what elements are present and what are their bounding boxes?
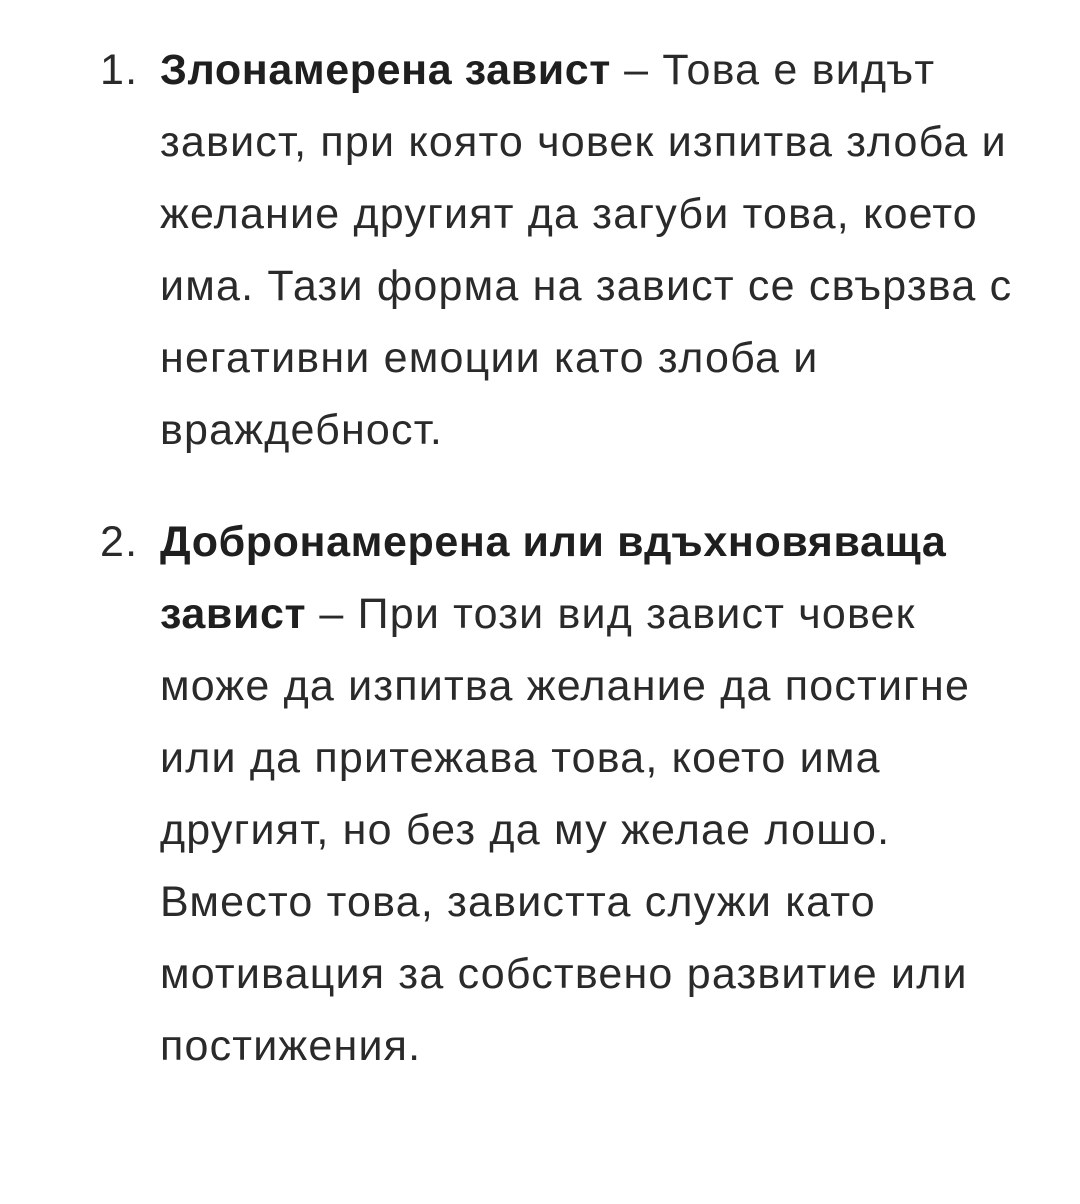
list-item-term: Злонамерена завист bbox=[160, 46, 611, 94]
list-item bbox=[0, 34, 1080, 466]
list-item-text: Това е видът завист, при която човек изпитва злоба и желание другият да загуби това, което има. Тази форма на завист се свързва с негативни емоции като злоба и враждебност. bbox=[160, 46, 1013, 454]
list-item-number: 1. bbox=[100, 46, 139, 94]
list-item-separator: – bbox=[306, 590, 358, 638]
list-item-separator: – bbox=[610, 46, 663, 94]
list-item bbox=[0, 506, 1080, 1082]
list-item-term: Добронамерена или вдъхновяваща завист bbox=[160, 518, 947, 638]
envy-types-list bbox=[0, 34, 1080, 1082]
list-item-number: 2. bbox=[100, 518, 139, 566]
list-item-text: При този вид завист човек може да изпитва желание да постигне или да притежава това, което има другият, но без да му желае лошо. Вместо това, завистта служи като мотивация за собствено развитие или постижения. bbox=[160, 590, 971, 1070]
